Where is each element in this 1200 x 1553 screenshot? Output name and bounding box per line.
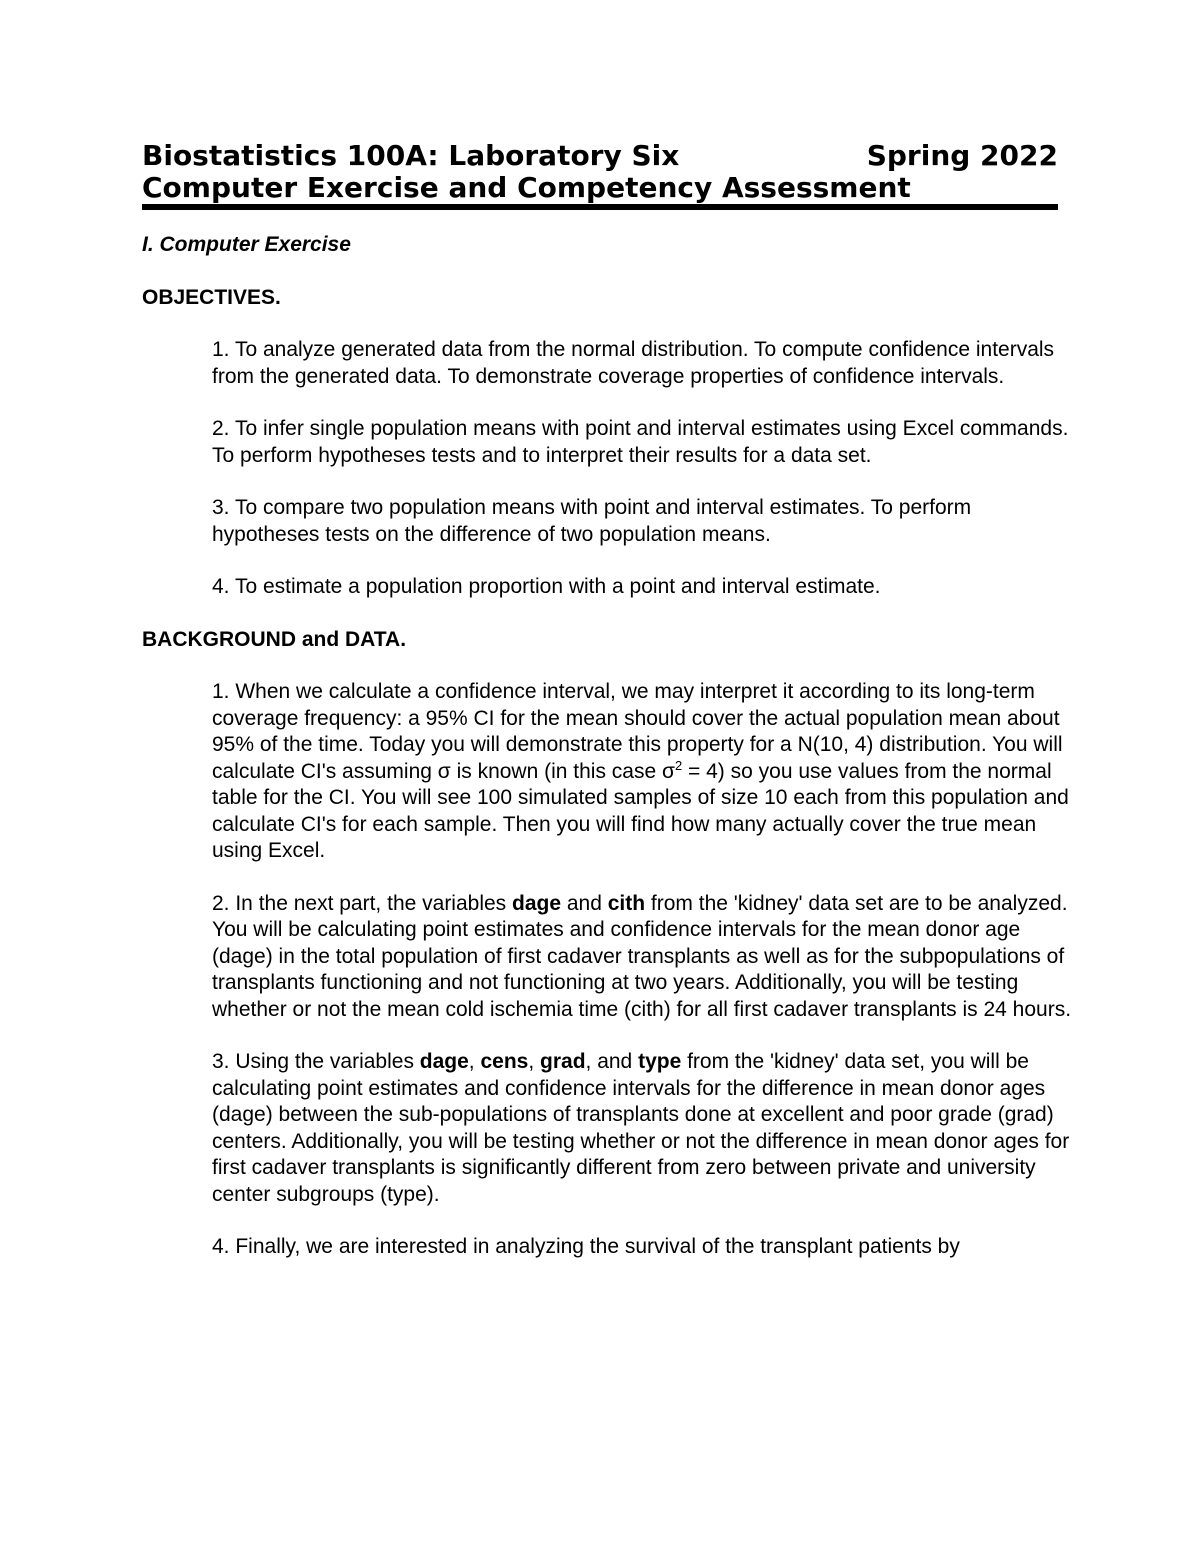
text-run: and xyxy=(561,891,608,915)
background-item-4: 4. Finally, we are interested in analyzing the survival of the transplant patients by xyxy=(212,1235,960,1258)
text-run: 1. When we calculate a confidence interval, we may interpret it according to its long-term coverage frequency: a 95% CI for the mean should cover the actual population mean about 95% of the time. Today you will demonstrate this property for a N(10, 4) distribution. You will calculate CI's assuming σ is known (in this case σ xyxy=(212,680,1063,783)
variable-name: cens xyxy=(480,1050,529,1073)
text-run: , and xyxy=(585,1050,639,1073)
document-title: Biostatistics 100A: Laboratory Six xyxy=(142,139,680,172)
variable-name: type xyxy=(638,1050,682,1073)
variable-name: dage xyxy=(512,891,562,915)
text-run: 3. Using the variables xyxy=(212,1050,420,1073)
text-run: 2. In the next part, the variables xyxy=(212,891,513,915)
background-item-3 xyxy=(212,1049,1072,1208)
objective-item: 2. To infer single population means with point and interval estimates using Excel commands. To perform hypotheses tests and to interpret their results for a data set. xyxy=(212,417,1069,467)
header-title-row xyxy=(142,140,1058,172)
objective-item: 4. To estimate a population proportion with a point and interval estimate. xyxy=(212,575,881,598)
objectives-heading: OBJECTIVES. xyxy=(142,285,281,309)
text-run: from the 'kidney' data set are to be analyzed. You will be calculating point estimates and confidence intervals for the mean donor age (dage) in the total population of first cadaver transplants as well as for the subpopulations of transplants functioning and not functioning at two years. Additionally, you will be testing whether or not the mean cold ischemia time (cith) for all first cadaver transplants is 24 hours. xyxy=(212,891,1072,1021)
document-subtitle: Computer Exercise and Competency Assessment xyxy=(142,171,911,204)
header-rule xyxy=(142,204,1058,210)
section-title: I. Computer Exercise xyxy=(142,233,351,256)
text-run: , xyxy=(528,1050,541,1073)
variable-name: cith xyxy=(607,891,646,915)
text-run: from the 'kidney' data set, you will be calculating point estimates and confidence intervals for the difference in mean donor ages (dage) between the sub-populations of transplants done at excellent and poor grade (grad) centers. Additionally, you will be testing whether or not the difference in mean donor ages for first cadaver transplants is significantly different from zero between private and university center subgroups (type). xyxy=(212,1050,1070,1206)
term-label: Spring 2022 xyxy=(866,139,1058,172)
background-heading: BACKGROUND and DATA. xyxy=(142,627,407,651)
objective-item: 3. To compare two population means with point and interval estimates. To perform hypotheses tests on the difference of two population means. xyxy=(212,496,972,546)
variable-name: dage xyxy=(419,1050,469,1073)
background-item-1 xyxy=(212,679,1072,865)
superscript: 2 xyxy=(674,757,683,773)
text-run: , xyxy=(468,1050,481,1073)
document-body xyxy=(142,232,1072,1261)
document-header xyxy=(142,140,1058,204)
background-item-2 xyxy=(212,891,1072,1024)
objective-item: 1. To analyze generated data from the normal distribution. To compute confidence intervals from the generated data. To demonstrate coverage properties of confidence intervals. xyxy=(212,338,1055,388)
text-run: = 4) so you use values from the normal table for the CI. You will see 100 simulated samples of size 10 each from this population and calculate CI's for each sample. Then you will find how many actually cover the true mean using Excel. xyxy=(212,759,1069,862)
variable-name: grad xyxy=(540,1050,586,1073)
